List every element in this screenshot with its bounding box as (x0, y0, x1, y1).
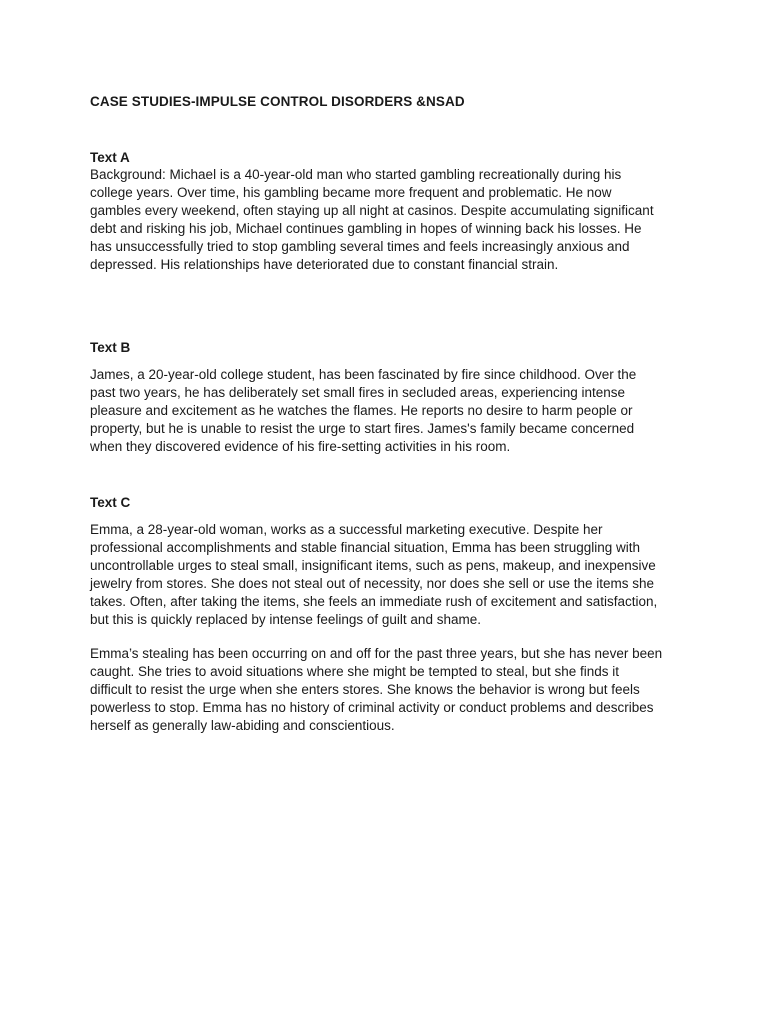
text-line: takes. Often, after taking the items, she feels an immediate rush of excitement and satisfaction, (90, 594, 658, 609)
text-line: pleasure and excitement as he watches the flames. He reports no desire to harm people or (90, 403, 633, 418)
text-line: but this is quickly replaced by intense feelings of guilt and shame. (90, 612, 481, 627)
section-heading-text-b: Text B (90, 340, 131, 355)
text-line: Emma’s stealing has been occurring on and off for the past three years, but she has never been (90, 646, 663, 661)
paragraph-text-b (90, 366, 690, 456)
text-line: powerless to stop. Emma has no history of criminal activity or conduct problems and describes (90, 700, 654, 715)
text-line: Emma, a 28-year-old woman, works as a successful marketing executive. Despite her (90, 522, 603, 537)
section-heading-text-c: Text C (90, 495, 131, 510)
text-line: past two years, he has deliberately set small fires in secluded areas, experiencing intense (90, 385, 626, 400)
text-line: James, a 20-year-old college student, has been fascinated by fire since childhood. Over the (90, 367, 637, 382)
paragraph-text-a (90, 166, 690, 274)
text-line: has unsuccessfully tried to stop gambling several times and feels increasingly anxious and (90, 239, 630, 254)
text-line: caught. She tries to avoid situations where she might be tempted to steal, but she finds it (90, 664, 620, 679)
text-line: professional accomplishments and stable financial situation, Emma has been struggling with (90, 540, 641, 555)
text-line: college years. Over time, his gambling became more frequent and problematic. He now (90, 185, 612, 200)
text-line: when they discovered evidence of his fire-setting activities in his room. (90, 439, 511, 454)
text-line: debt and risking his job, Michael continues gambling in hopes of winning back his losses. He (90, 221, 642, 236)
section-heading-text-a: Text A (90, 150, 130, 165)
text-line: herself as generally law-abiding and conscientious. (90, 718, 395, 733)
text-line: property, but he is unable to resist the urge to start fires. James's family became concerned (90, 421, 635, 436)
text-line: gambles every weekend, often staying up all night at casinos. Despite accumulating significant (90, 203, 654, 218)
text-line: uncontrollable urges to steal small, insignificant items, such as pens, makeup, and inexpensive (90, 558, 656, 573)
paragraph-text-c-2 (90, 645, 690, 735)
text-line: difficult to resist the urge when she enters stores. She knows the behavior is wrong but feels (90, 682, 640, 697)
text-line: jewelry from stores. She does not steal out of necessity, nor does she sell or use the items she (90, 576, 655, 591)
document-title: CASE STUDIES-IMPULSE CONTROL DISORDERS &NSAD (90, 94, 465, 109)
paragraph-text-c-1 (90, 521, 690, 629)
text-line: depressed. His relationships have deteriorated due to constant financial strain. (90, 257, 559, 272)
text-line: Background: Michael is a 40-year-old man who started gambling recreationally during his (90, 167, 622, 182)
